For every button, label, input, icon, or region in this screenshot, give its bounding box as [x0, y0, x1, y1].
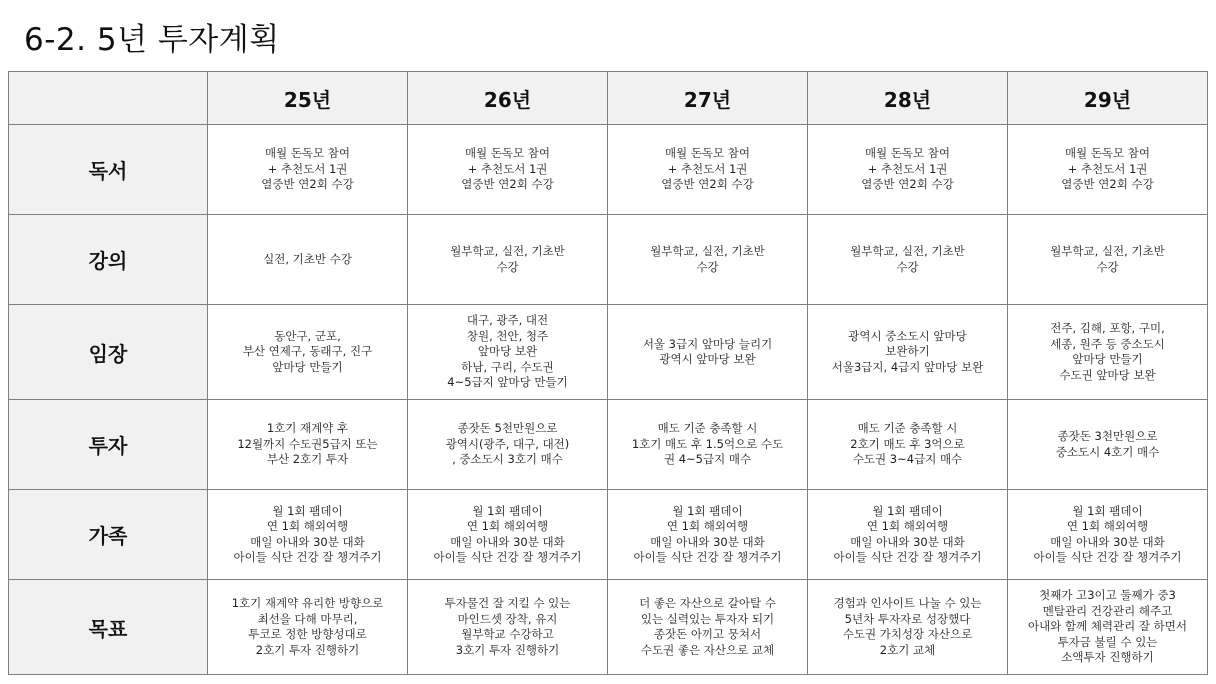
- table-cell: 월 1회 팸데이 연 1회 해외여행 매일 아내와 30분 대화 아이들 식단 건강 잘 챙겨주기: [1008, 490, 1208, 580]
- row-label-goal: 목표: [9, 580, 208, 675]
- year-header-row: [9, 72, 1208, 125]
- table-cell: 1호기 재계약 유리한 방향으로 최선을 다해 마무리, 투코로 정한 방향성대로 2호기 투자 진행하기: [208, 580, 408, 675]
- table-cell: 월 1회 팸데이 연 1회 해외여행 매일 아내와 30분 대화 아이들 식단 건강 잘 챙겨주기: [808, 490, 1008, 580]
- year-header-28: 28년: [808, 72, 1008, 125]
- table-cell: 월부학교, 실전, 기초반 수강: [408, 215, 608, 305]
- table-cell: 더 좋은 자산으로 갈아탈 수 있는 실력있는 투자자 되기 종잣돈 아끼고 뭉쳐서 수도권 좋은 자산으로 교체: [608, 580, 808, 675]
- table-cell: 투자물건 잘 지킬 수 있는 마인드셋 장착, 유지 월부학교 수강하고 3호기 투자 진행하기: [408, 580, 608, 675]
- table-cell: 광역시 중소도시 앞마당 보완하기 서울3급지, 4급지 앞마당 보완: [808, 305, 1008, 400]
- table-cell: 전주, 김해, 포항, 구미, 세종, 원주 등 중소도시 앞마당 만들기 수도권 앞마당 보완: [1008, 305, 1208, 400]
- table-row-goal: [9, 580, 1208, 675]
- row-label-investment: 투자: [9, 400, 208, 490]
- table-cell: 경험과 인사이트 나눌 수 있는 5년차 투자자로 성장했다 수도권 가치성장 자산으로 2호기 교체: [808, 580, 1008, 675]
- year-header-26: 26년: [408, 72, 608, 125]
- table-cell: 매월 돈독모 참여 + 추천도서 1권 열중반 연2회 수강: [1008, 125, 1208, 215]
- table-row-family: [9, 490, 1208, 580]
- table-row-site-visit: [9, 305, 1208, 400]
- table-cell: 월부학교, 실전, 기초반 수강: [1008, 215, 1208, 305]
- row-label-site-visit: 임장: [9, 305, 208, 400]
- table-cell: 종잣돈 3천만원으로 중소도시 4호기 매수: [1008, 400, 1208, 490]
- year-header-25: 25년: [208, 72, 408, 125]
- year-header-29: 29년: [1008, 72, 1208, 125]
- table-cell: 매월 돈독모 참여 + 추천도서 1권 열중반 연2회 수강: [608, 125, 808, 215]
- table-cell: 동안구, 군포, 부산 연제구, 동래구, 진구 앞마당 만들기: [208, 305, 408, 400]
- table-cell: 매도 기준 충족할 시 2호기 매도 후 3억으로 수도권 3~4급지 매수: [808, 400, 1008, 490]
- table-cell: 종잣돈 5천만원으로 광역시(광주, 대구, 대전) , 중소도시 3호기 매수: [408, 400, 608, 490]
- row-label-family: 가족: [9, 490, 208, 580]
- investment-plan-table: [8, 71, 1208, 675]
- table-cell: 매도 기준 충족할 시 1호기 매도 후 1.5억으로 수도 권 4~5급지 매수: [608, 400, 808, 490]
- table-cell: 실전, 기초반 수강: [208, 215, 408, 305]
- row-label-lecture: 강의: [9, 215, 208, 305]
- table-row-reading: [9, 125, 1208, 215]
- table-cell: 매월 돈독모 참여 + 추천도서 1권 열중반 연2회 수강: [208, 125, 408, 215]
- table-cell: 월 1회 팸데이 연 1회 해외여행 매일 아내와 30분 대화 아이들 식단 건강 잘 챙겨주기: [408, 490, 608, 580]
- table-cell: 서울 3급지 앞마당 늘리기 광역시 앞마당 보완: [608, 305, 808, 400]
- row-label-reading: 독서: [9, 125, 208, 215]
- table-cell: 1호기 재계약 후 12월까지 수도권5급지 또는 부산 2호기 투자: [208, 400, 408, 490]
- table-cell: 월 1회 팸데이 연 1회 해외여행 매일 아내와 30분 대화 아이들 식단 건강 잘 챙겨주기: [208, 490, 408, 580]
- table-cell: 월부학교, 실전, 기초반 수강: [608, 215, 808, 305]
- table-row-investment: [9, 400, 1208, 490]
- year-header-27: 27년: [608, 72, 808, 125]
- table-cell: 월부학교, 실전, 기초반 수강: [808, 215, 1008, 305]
- table-cell: 월 1회 팸데이 연 1회 해외여행 매일 아내와 30분 대화 아이들 식단 건강 잘 챙겨주기: [608, 490, 808, 580]
- table-cell: 대구, 광주, 대전 창원, 천안, 청주 앞마당 보완 하남, 구리, 수도권 4~5급지 앞마당 만들기: [408, 305, 608, 400]
- page-title: 6-2. 5년 투자계획: [24, 22, 280, 58]
- table-cell: 첫째가 고3이고 둘째가 중3 멘탈관리 건강관리 해주고 아내와 함께 체력관리 잘 하면서 투자금 불릴 수 있는 소액투자 진행하기: [1008, 580, 1208, 675]
- table-cell: 매월 돈독모 참여 + 추천도서 1권 열중반 연2회 수강: [808, 125, 1008, 215]
- table-cell: 매월 돈독모 참여 + 추천도서 1권 열중반 연2회 수강: [408, 125, 608, 215]
- table-row-lecture: [9, 215, 1208, 305]
- corner-cell: [9, 72, 208, 125]
